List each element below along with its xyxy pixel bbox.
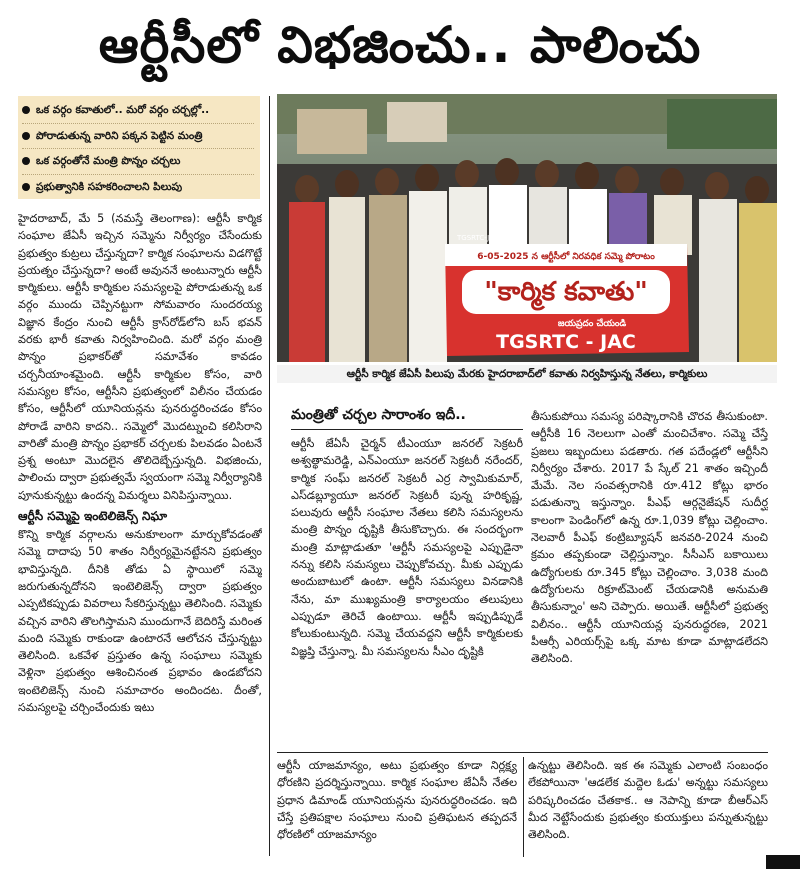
box-heading: మంత్రితో చర్చల సారాంశం ఇదీ.. bbox=[291, 407, 466, 423]
highlights-box bbox=[18, 96, 260, 199]
banner-top-label: TGSRTC-JAC bbox=[457, 234, 499, 242]
banner-sub-text: జయప్రదం చేయండి bbox=[557, 319, 627, 329]
article-paragraph: కొన్ని కార్మిక వర్గాలను అనుకూలంగా మార్చుకోవడంతో సమ్మె దాదాపు 50 శాతం నిర్వీర్యమైనట్టేనని ప్రభుత్వం భావిస్తున్నది. దీనికి తోడు ఏ స్థాయిలో సమ్మె జరుగుతున్నదోనని ఇంటెలిజెన్స్ ద్వారా ప్రభుత్వం ఎప్పటికప్పుడు వివరాలు సేకరిస్తున్నట్టు తెలిసింది. సమ్మెకు వచ్చిన వారిని తొలగిస్తామని ముందుగానే బెదిరిస్తే మరింత మంది సమ్మెకు రాకుండా ఉంటారనే ఆలోచన చేస్తున్నట్టు తెలిసింది. ఒకవేళ ప్రస్తుతం ఉన్న సంఘాలు సమ్మెకు వెళ్లినా ప్రభుత్వం ఆశించినంత ప్రభావం ఉండబోదని ఇంటెలిజెన్స్ నుంచి సమాచారం అందిందట. దీంతో, సమస్యలపై చర్చించేందుకు ఇటు bbox=[18, 528, 262, 715]
banner-org-text: TGSRTC - JAC bbox=[496, 331, 636, 353]
column-divider bbox=[269, 96, 270, 856]
banner-main-text: "కార్మిక కవాతు" bbox=[484, 277, 648, 307]
bottom-right-column: ఉన్నట్టు తెలిసింది. ఇక ఈ సమ్మెకు ఎలాంటి సంబంధం లేకపోయినా 'ఆడలేక మద్దెల ఓడు' అన్నట్టు సమస్యలు పరిష్కరించడం చేతకాక.. ఆ నెపాన్ని కూడా బీఆర్ఎస్ మీద నెట్టేసేందుకు ప్రభుత్వం కుయుక్తులు పన్నుతున్నట్టు తెలిసింది. bbox=[528, 759, 768, 842]
banner-small-text: 6-05-2025 న ఆర్టీసీలో నిరవధిక సమ్మె పోరాటం bbox=[477, 252, 655, 262]
page-corner-mark bbox=[766, 855, 800, 869]
column-divider bbox=[523, 757, 524, 857]
bullet-icon bbox=[22, 183, 30, 191]
highlight-item: ప్రభుత్వానికి సహకరించాలని పిలుపు bbox=[22, 175, 254, 200]
bullet-icon bbox=[22, 106, 30, 114]
photo-caption: ఆర్టీసీ కార్మిక జేఏసీ పిలుపు మేరకు హైదరాబాద్‌లో కవాతు నిర్వహిస్తున్న నేతలు, కార్మికులు bbox=[277, 365, 777, 383]
protest-banner bbox=[445, 244, 689, 356]
highlight-item: ఒక వర్గంతోనే మంత్రి పొన్నం చర్చలు bbox=[22, 149, 254, 175]
left-column bbox=[18, 210, 262, 850]
box-column-2: తీసుకుపోయి సమస్య పరిష్కారానికి చొరవ తీసుకుంటా. ఆర్టీసీకి 16 నెలలుగా ఎంతో మంచిచేశాం. సమ్మె చేస్తే ప్రజలు ఇబ్బందులు పడతారు. గత పదేండ్లలో ఆర్టీసీని నిర్వీర్యం చేశారు. 2017 పే స్కేల్ 21 శాతం ఇచ్చిందీ మేమే. నెల సంవత్సరానికి రూ.412 కోట్లు భారం పడుతున్నా ఇస్తున్నాం. పీఎఫ్ ఆర్గనైజేషన్ సుదీర్ఘ కాలంగా పెండింగ్‌లో ఉన్న రూ.1,039 కోట్లు చెల్లించాం. నెలవారీ పీఎఫ్ కంట్రిబ్యూషన్ జనవరి-2024 నుంచి క్రమం తప్పకుండా చెల్లిస్తున్నాం. సీసీఎస్ బకాయిలు ఉద్యోగులకు రూ.345 కోట్లు చెల్లించాం. 3,038 మంది ఉద్యోగులను రిక్రూట్‌మెంట్ చేయడానికి అనుమతి తీసుకున్నాం' అని చెప్పారు. అయితే. ఆర్టీసీలో ప్రభుత్వ విలీనం.. ఆర్టీసీ యూనియన్ల పునరుద్ధరణ, 2021 పీఆర్సీ ఎరియర్స్‌పై ఒక్క మాట కూడా మాట్లాడలేదని తెలిసింది. bbox=[531, 410, 768, 666]
highlight-item: పోరాడుతున్న వారిని పక్కన పెట్టిన మంత్రి bbox=[22, 124, 254, 150]
bullet-icon bbox=[22, 157, 30, 165]
bottom-middle-column: ఆర్టీసీ యాజమాన్యం, అటు ప్రభుత్వం కూడా నిర్లక్ష్య ధోరణిని ప్రదర్శిస్తున్నాయి. కార్మిక సంఘాల జేఏసీ నేతల ప్రధాన డిమాండ్ యూనియన్లను పునరుద్ధరించడం. ఇది చేస్తే ప్రతిపక్షాల సంఘాలు నుంచి ప్రతిఘటన తప్పదనే ధోరణిలో యాజమాన్యం bbox=[277, 759, 517, 842]
bullet-icon bbox=[22, 132, 30, 140]
news-photo bbox=[277, 94, 777, 362]
highlight-item: ఒక వర్గం కవాతులో.. మరో వర్గం చర్చల్లో.. bbox=[22, 98, 254, 124]
box-column-1: ఆర్టీసీ జేఏసీ చైర్మన్ టీఎంయూ జనరల్ సెక్రటరీ అశ్వత్థామరెడ్డి, ఎన్ఎంయూ జనరల్ సెక్రటరీ నరేందర్, కార్మిక సంఘ్ జనరల్ సెక్రటరీ ఎర్ర స్వామికుమార్, ఎస్‌డబ్ల్యూయూ జనరల్ సెక్రటరీ పున్న హరికృష్ణ, పలువురు ఆర్టీసీ సంఘాల నేతలు కలిసి సమస్యలను మంత్రి పొన్నం దృష్టికి తీసుకొచ్చారు. ఈ సందర్భంగా మంత్రి మాట్లాడుతూ 'ఆర్టీసీ సమస్యలపై ఎప్పుడైనా నన్ను కలిసి సమస్యలు చెప్పుకోవచ్చు. మీకు ఎప్పుడు అందుబాటులో ఉంటా. ఆర్టీసీ సమస్యలు వినడానికి నేను, మా ముఖ్యమంత్రి కార్యాలయం తలుపులు ఎప్పుడూ తెరిచే ఉంటాయి. ఆర్టీసీ ఇప్పుడిప్పుడే కోలుకుంటున్నది. సమ్మె చేయవద్దని ఆర్టీసీ కార్మికులకు విజ్ఞప్తి చేస్తున్నా. మీ సమస్యలను సీఎం దృష్టికి bbox=[291, 437, 523, 658]
article-paragraph: హైదరాబాద్, మే 5 (నమస్తే తెలంగాణ): ఆర్టీసీ కార్మిక సంఘాల జేఏసీ ఇచ్చిన సమ్మెను నిర్వీర్యం చేసేందుకు ప్రభుత్వం కుట్రలు చేస్తున్నదా? కార్మిక సంఘాలను విడగొట్టే ప్రయత్నం చేస్తున్నదా? అంటే అవుననే అంటున్నారు ఆర్టీసీ కార్మికులు. ఆర్టీసీ కార్మికుల సమస్యలపై పోరాడుతున్న ఒక వర్గం ముందు చెప్పినట్టుగా సోమవారం సుందరయ్య విజ్ఞాన కేంద్రం నుంచి ఆర్టీసీ క్రాస్‌రోడ్‌లోని బస్ భవన్ వరకు భారీ కవాతు నిర్వహించింది. మరో వర్గం మంత్రి పొన్నం ప్రభాకర్‌తో సమావేశం కావడం చర్చనీయాంశమైంది. ఆర్టీసీ కార్మికుల కోసం, వారి సమస్యల కోసం, ఆర్టీసీని ప్రభుత్వంలో విలీనం చేయడం కోసం, ఆర్టీసీలో యూనియన్లను పునరుద్ధరించడం కోసం పోరాడే వారిని కాదని.. సమ్మెలో మొదట్నుంచి కలిసిరాని వారితో మంత్రి పొన్నం ప్రభాకర్ చర్చలకు పిలవడం ఏంటనే ప్రశ్న అంటూ మొదలైన తొలిదెబ్బేస్తున్నది. విభజించు, పాలించు ద్వారా ప్రభుత్వమే స్వయంగా సమ్మె నిర్వీర్యానికి పూనుకున్నట్టు ఉందన్న విమర్శలు వినిపిస్తున్నాయి. bbox=[18, 212, 262, 502]
section-subhead: ఆర్టీసీ సమ్మెపై ఇంటెలిజెన్స్ నిఘా bbox=[18, 509, 167, 524]
rally-photo-illustration bbox=[277, 94, 777, 362]
heading-rule bbox=[291, 429, 523, 430]
box-bottom-rule bbox=[277, 752, 768, 753]
headline: ఆర్టీసీలో విభజించు.. పాలించు bbox=[98, 16, 702, 74]
